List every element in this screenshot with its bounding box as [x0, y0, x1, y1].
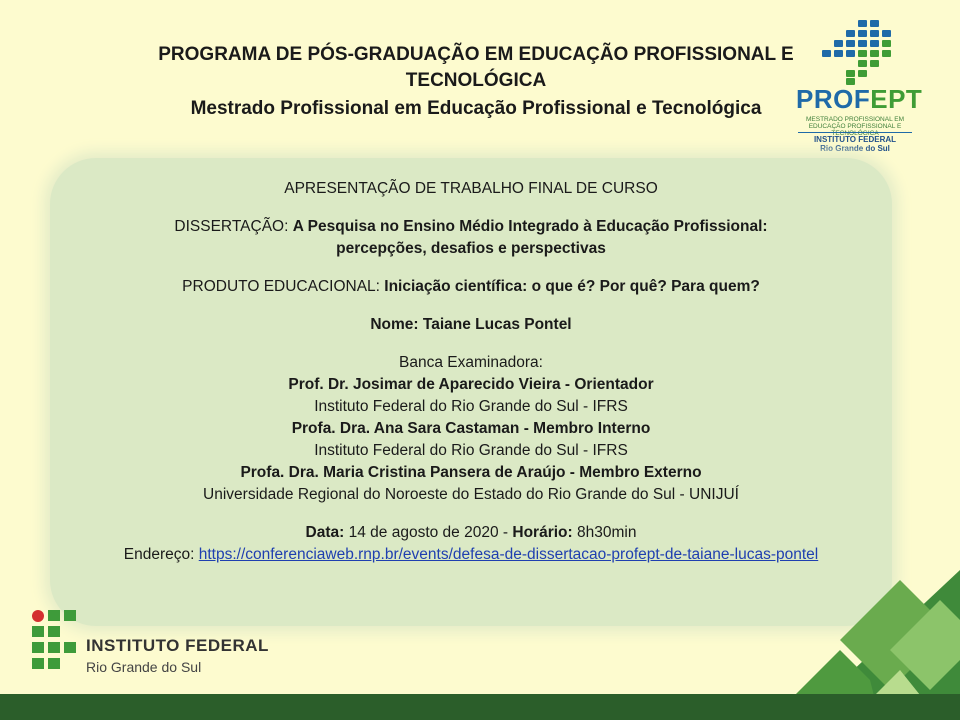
ifrs-grid-icon: [32, 610, 76, 670]
conference-link[interactable]: https://conferenciaweb.rnp.br/events/defesa-de-dissertacao-profept-de-taiane-lucas-pontel: [198, 546, 819, 563]
student-name: Nome: Taiane Lucas Pontel: [370, 316, 572, 333]
program-title: PROGRAMA DE PÓS-GRADUAÇÃO EM EDUCAÇÃO PROFISSIONAL E TECNOLÓGICA: [158, 44, 794, 91]
ifrs-subtitle: Rio Grande do Sul: [86, 659, 202, 675]
dissertation-line: DISSERTAÇÃO: A Pesquisa no Ensino Médio Integrado à Educação Profissional:: [174, 218, 768, 235]
ifrs-logo: [28, 610, 288, 674]
presentation-content: [50, 178, 892, 566]
profept-dots-icon: [822, 20, 902, 86]
presentation-title: APRESENTAÇÃO DE TRABALHO FINAL DE CURSO: [284, 180, 658, 197]
committee-member-institution: Instituto Federal do Rio Grande do Sul - IFRS: [314, 398, 628, 415]
committee-member-institution: Instituto Federal do Rio Grande do Sul - IFRS: [314, 442, 628, 459]
profept-institution: INSTITUTO FEDERAL Rio Grande do Sul: [813, 135, 897, 153]
ifrs-title: INSTITUTO FEDERAL: [86, 636, 269, 655]
program-subtitle: Mestrado Profissional em Educação Profissional e Tecnológica: [190, 98, 762, 119]
profept-divider: [798, 132, 912, 133]
committee-member-name: Profa. Dra. Ana Sara Castaman - Membro Interno: [291, 420, 651, 437]
profept-wordmark: PROFEPT: [796, 84, 923, 114]
profept-subtitle: MESTRADO PROFISSIONAL EM EDUCAÇÃO PROFISSIONAL E TECNOLÓGICA: [806, 116, 904, 137]
committee-member-institution: Universidade Regional do Noroeste do Estado do Rio Grande do Sul - UNIJUÍ: [203, 486, 739, 503]
footer-bar: [0, 694, 960, 720]
dissertation-line-2: percepções, desafios e perspectivas: [336, 240, 606, 257]
product-line: PRODUTO EDUCACIONAL: Iniciação científica: o que é? Por quê? Para quem?: [182, 278, 760, 295]
date-time-line: Data: 14 de agosto de 2020 - Horário: 8h30min: [305, 524, 637, 541]
header: [96, 42, 856, 122]
committee-member-name: Profa. Dra. Maria Cristina Pansera de Araújo - Membro Externo: [240, 464, 702, 481]
committee-member-name: Prof. Dr. Josimar de Aparecido Vieira - Orientador: [288, 376, 654, 393]
committee-label: Banca Examinadora:: [399, 354, 543, 371]
profept-logo: [792, 16, 922, 156]
address-line: Endereço: https://conferenciaweb.rnp.br/events/defesa-de-dissertacao-profept-de-taiane-lucas-pontel: [123, 546, 819, 563]
